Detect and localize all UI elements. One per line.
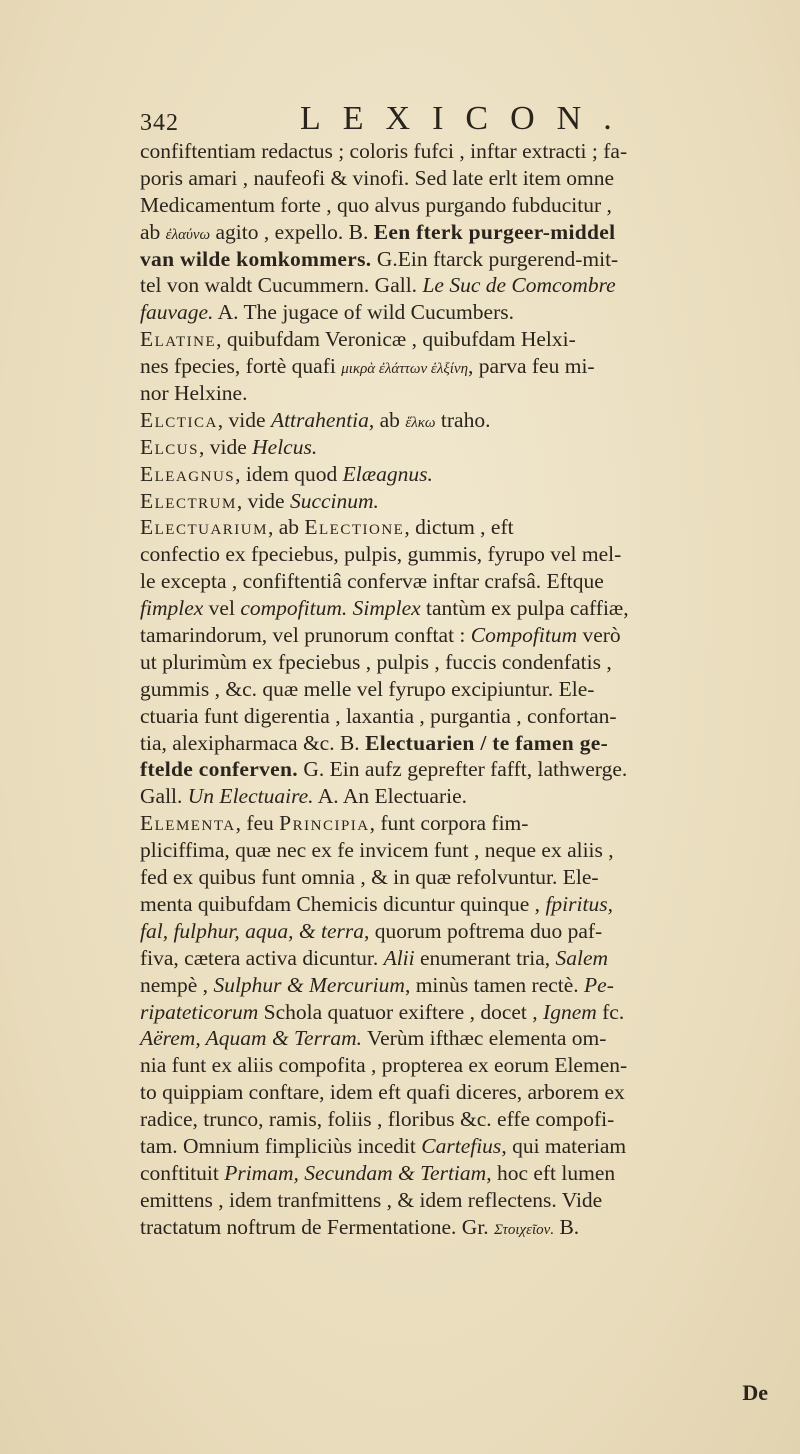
text-run: tam. Omnium fimpliciùs incedit <box>140 1133 422 1158</box>
text-line <box>140 326 790 353</box>
text-line <box>140 999 790 1026</box>
text-run: confiftentiam redactus ; coloris fufci , inftar extracti ; fa- <box>140 139 628 163</box>
text-line <box>140 972 790 999</box>
dutch-gloss: van wilde komkommers. <box>140 246 372 271</box>
text-run: le excepta , confiftentiâ confervæ inftar crafsâ. Eftque <box>140 569 604 594</box>
italic-run: Compofitum <box>470 623 578 648</box>
text-run: fed ex quibus funt omnia , & in quæ refolvuntur. Ele- <box>140 865 599 890</box>
italic-run: Salem <box>555 945 609 970</box>
text-line <box>140 192 790 219</box>
text-line <box>140 622 790 649</box>
text-run: G. Ein aufz geprefter fafft, lathwerge. <box>297 757 628 782</box>
catchword: De <box>742 1380 768 1405</box>
text-run: nempè , <box>140 972 214 997</box>
text-run: , feu <box>235 811 280 836</box>
text-line <box>140 676 790 703</box>
text-run: A. The jugace of wild Cucumbers. <box>213 300 514 325</box>
text-run: poris amari , naufeofi & vinofi. Sed late erlt item omne <box>140 165 615 190</box>
headword: Eleagnus <box>140 461 236 486</box>
italic-run: fpiritus, <box>545 891 613 916</box>
text-run: menta quibufdam Chemicis dicuntur quinque , <box>140 891 546 916</box>
text-run: enumerant tria, <box>414 945 556 970</box>
italic-run: fauvage. <box>140 300 214 325</box>
headword: Elatine <box>140 327 217 352</box>
text-run: , hoc eft lumen <box>486 1160 616 1185</box>
italic-run: Pe- <box>584 972 614 997</box>
dutch-gloss: ftelde conferven. <box>140 757 298 782</box>
text-line <box>140 541 790 568</box>
text-run: nor Helxine. <box>140 381 248 406</box>
text-run: verò <box>577 623 621 648</box>
text-line <box>140 568 790 595</box>
text-line <box>140 595 790 622</box>
text-run: , vide <box>236 488 290 513</box>
text-line <box>140 461 790 488</box>
italic-run: Un Electuaire. <box>187 784 314 809</box>
text-line <box>140 138 790 165</box>
text-line <box>140 1133 790 1160</box>
greek-word: ἕλκω <box>405 414 436 431</box>
italic-run: Cartefius <box>421 1133 502 1158</box>
greek-word: Στοιχεῖον. <box>494 1221 555 1238</box>
text-line <box>140 649 790 676</box>
text-run: tantùm ex pulpa caffiæ, <box>420 596 629 621</box>
text-run: Medicamentum forte , quo alvus purgando fubducitur , <box>140 192 612 217</box>
italic-run: Ignem <box>543 999 597 1024</box>
headword: Electrum <box>140 488 237 513</box>
italic-run: Alii <box>383 945 415 970</box>
text-line <box>140 783 790 810</box>
text-run: agito , expello. B. <box>210 219 374 244</box>
text-run: , minùs tamen rectè. <box>404 972 585 997</box>
text-run: nia funt ex aliis compofita , propterea ex eorum Elemen- <box>140 1053 628 1078</box>
page-number: 342 <box>140 110 179 136</box>
text-line <box>140 1214 790 1241</box>
text-run: tel von waldt Cucummern. Gall. <box>140 273 423 298</box>
running-head: LEXICON. <box>300 100 634 137</box>
text-run: , idem quod <box>235 461 343 486</box>
text-run: A. An Electuarie. <box>313 784 468 809</box>
text-line <box>140 1025 790 1052</box>
text-run: ab <box>140 219 166 244</box>
text-line <box>140 299 790 326</box>
text-run: , dictum , eft <box>404 515 514 540</box>
text-run: , vide <box>198 434 253 459</box>
italic-run: ripateticorum <box>140 999 259 1024</box>
text-line <box>140 730 790 757</box>
dutch-gloss: Electuarien / te famen ge- <box>365 730 609 755</box>
italic-run: fimplex <box>140 596 204 621</box>
text-line <box>140 1160 790 1187</box>
italic-run: Succinum. <box>289 488 379 513</box>
text-run: , qui materiam <box>501 1133 627 1158</box>
greek-word: μικρὰ ἐλάττων ἑλξίνη <box>341 361 469 378</box>
text-line <box>140 380 790 407</box>
italic-run: Attrahentia <box>270 407 369 432</box>
text-line <box>140 219 790 246</box>
lexicon-body-text <box>140 138 790 1241</box>
italic-run: Primam, Secundam & Tertiam <box>224 1160 487 1185</box>
greek-word: ἐλαύνω <box>165 226 211 243</box>
text-run: pliciffima, quæ nec ex fe invicem funt , neque ex aliis , <box>140 838 614 863</box>
text-run: , ab <box>267 515 305 540</box>
text-run: radice, trunco, ramis, foliis , floribus &c. effe compofi- <box>140 1107 615 1132</box>
text-run: traho. <box>435 407 491 432</box>
text-run: confectio ex fpeciebus, pulpis, gummis, fyrupo vel mel- <box>140 542 622 567</box>
text-line <box>140 891 790 918</box>
italic-run: Sulphur & Mercurium <box>213 972 405 997</box>
text-run: , vide <box>217 407 271 432</box>
text-line <box>140 434 790 461</box>
italic-run: fal, fulphur, aqua, & terra <box>140 918 364 943</box>
text-run: , ab <box>368 407 406 432</box>
text-run: , quorum poftrema duo paf- <box>363 918 603 943</box>
text-line <box>140 837 790 864</box>
text-run: Gall. <box>140 784 188 809</box>
headword: Elementa <box>140 811 236 836</box>
dutch-gloss: Een fterk purgeer-middel <box>373 219 616 244</box>
text-run: ctuaria funt digerentia , laxantia , purgantia , confortan- <box>140 703 617 728</box>
text-line <box>140 514 790 541</box>
text-run: fiva, cætera activa dicuntur. <box>140 945 384 970</box>
italic-run: Helcus. <box>252 434 318 459</box>
text-line <box>140 272 790 299</box>
text-line <box>140 1079 790 1106</box>
text-line <box>140 353 790 380</box>
text-run: G.Ein ftarck purgerend-mit- <box>371 246 619 271</box>
headword: Principia <box>279 811 370 836</box>
text-line <box>140 864 790 891</box>
italic-run: compofitum. Simplex <box>240 596 421 621</box>
text-run: , funt corpora fim- <box>369 811 529 836</box>
text-run: tamarindorum, vel prunorum conftat : <box>140 623 471 648</box>
text-run: B. <box>554 1214 580 1239</box>
text-run: vel <box>203 596 241 621</box>
text-line <box>140 1106 790 1133</box>
text-run: ut plurimùm ex fpeciebus , pulpis , fuccis condenfatis , <box>140 649 612 674</box>
text-run: Verùm ifthæc elementa om- <box>361 1026 607 1051</box>
italic-run: Le Suc de Comcombre <box>422 273 616 298</box>
text-run: tractatum noftrum de Fermentatione. Gr. <box>140 1214 495 1239</box>
text-run: Schola quatuor exiftere , docet , <box>258 999 544 1024</box>
italic-run: Elæagnus. <box>342 461 433 486</box>
text-line <box>140 407 790 434</box>
headword: Electione <box>304 515 405 540</box>
text-line <box>140 488 790 515</box>
text-line <box>140 165 790 192</box>
text-run: emittens , idem tranfmittens , & idem reflectens. Vide <box>140 1187 603 1212</box>
text-line <box>140 918 790 945</box>
headword: Electuarium <box>140 515 268 540</box>
text-line <box>140 703 790 730</box>
italic-run: Aërem, Aquam & Terram. <box>140 1026 362 1051</box>
text-run: nes fpecies, fortè quafi <box>140 354 342 379</box>
text-run: tia, alexipharmaca &c. B. <box>140 730 366 755</box>
headword: Elctica <box>140 407 218 432</box>
text-run: fc. <box>596 999 625 1024</box>
text-run: , parva feu mi- <box>468 354 595 379</box>
text-line <box>140 810 790 837</box>
text-run: conftituit <box>140 1160 225 1185</box>
text-line <box>140 945 790 972</box>
headword: Elcus <box>140 434 199 459</box>
text-line <box>140 756 790 783</box>
text-run: , quibufdam Veronicæ , quibufdam Helxi- <box>216 327 576 352</box>
text-run: gummis , &c. quæ melle vel fyrupo excipiuntur. Ele- <box>140 676 595 701</box>
text-line <box>140 1187 790 1214</box>
text-line <box>140 246 790 273</box>
text-run: to quippiam conftare, idem eft quafi diceres, arborem ex <box>140 1080 625 1105</box>
text-line <box>140 1052 790 1079</box>
